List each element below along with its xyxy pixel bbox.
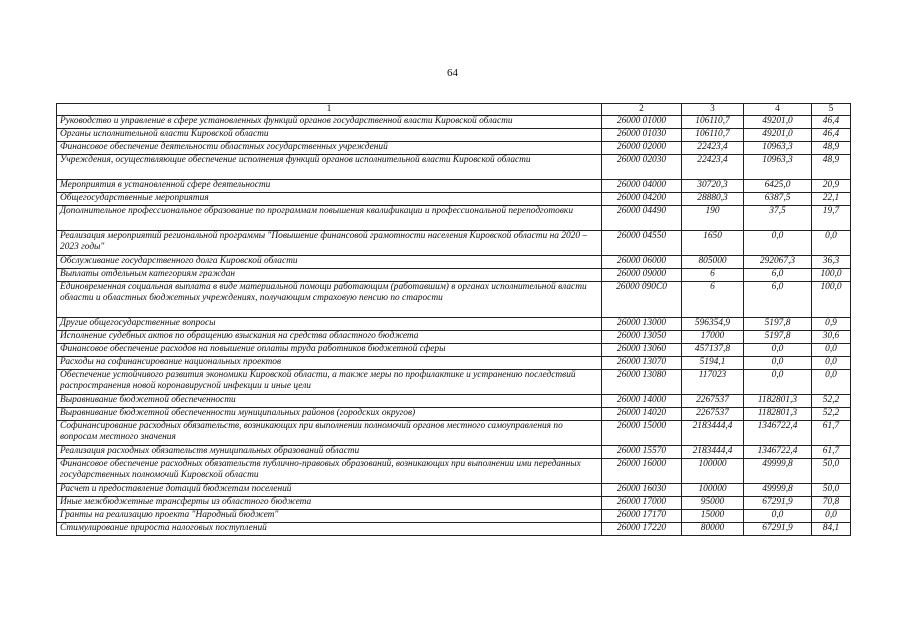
table-row	[57, 282, 851, 318]
row-code: 26000 16000	[602, 459, 682, 484]
row-value-3: 17000	[682, 331, 744, 344]
row-name: Софинансирование расходных обязательств, возникающих при выполнении полномочий органов местного самоуправления по вопросам местного значения	[57, 421, 602, 446]
row-code: 26000 02000	[602, 142, 682, 155]
row-value-5: 0,9	[812, 318, 851, 331]
row-value-4: 49999,8	[744, 484, 812, 497]
row-code: 26000 14000	[602, 395, 682, 408]
row-code: 26000 13000	[602, 318, 682, 331]
row-value-4: 0,0	[744, 344, 812, 357]
row-value-5: 52,2	[812, 408, 851, 421]
row-value-5: 46,4	[812, 116, 851, 129]
row-value-3: 6	[682, 269, 744, 282]
row-value-5: 48,9	[812, 155, 851, 180]
row-value-3: 2267537	[682, 395, 744, 408]
row-name: Расходы на софинансирование национальных проектов	[57, 357, 602, 370]
table-row	[57, 357, 851, 370]
row-name: Другие общегосударственные вопросы	[57, 318, 602, 331]
row-name: Финансовое обеспечение расходных обязательств публично-правовых образований, возникающих при выполнении ими переданных государственных полномочий Кировской области	[57, 459, 602, 484]
row-value-5: 0,0	[812, 231, 851, 256]
table-row	[57, 129, 851, 142]
row-value-4: 0,0	[744, 510, 812, 523]
row-name: Учреждения, осуществляющие обеспечение исполнения функций органов исполнительной власти Кировской области	[57, 155, 602, 180]
row-value-5: 30,6	[812, 331, 851, 344]
row-value-4: 1346722,4	[744, 446, 812, 459]
row-code: 26000 13050	[602, 331, 682, 344]
table-row	[57, 331, 851, 344]
row-code: 26000 15570	[602, 446, 682, 459]
row-name: Мероприятия в установленной сфере деятельности	[57, 180, 602, 193]
row-value-5: 0,0	[812, 510, 851, 523]
table-row	[57, 497, 851, 510]
row-code: 26000 13060	[602, 344, 682, 357]
row-name: Исполнение судебных актов по обращению взыскания на средства областного бюджета	[57, 331, 602, 344]
row-value-3: 2183444,4	[682, 421, 744, 446]
row-code: 26000 09000	[602, 269, 682, 282]
row-value-4: 1182801,3	[744, 395, 812, 408]
row-value-4: 6387,5	[744, 193, 812, 206]
row-value-4: 5197,8	[744, 331, 812, 344]
row-value-5: 22,1	[812, 193, 851, 206]
row-value-5: 50,0	[812, 484, 851, 497]
row-value-4: 49999,8	[744, 459, 812, 484]
row-value-5: 46,4	[812, 129, 851, 142]
row-value-3: 1650	[682, 231, 744, 256]
header-col-2: 2	[602, 104, 682, 116]
row-value-5: 70,8	[812, 497, 851, 510]
row-code: 26000 02030	[602, 155, 682, 180]
row-value-3: 805000	[682, 256, 744, 269]
table-row	[57, 484, 851, 497]
row-value-4: 0,0	[744, 357, 812, 370]
row-value-4: 10963,3	[744, 142, 812, 155]
row-value-3: 28880,3	[682, 193, 744, 206]
row-value-3: 106110,7	[682, 116, 744, 129]
row-value-3: 22423,4	[682, 155, 744, 180]
row-name: Дополнительное профессиональное образование по программам повышения квалификации и профессиональной переподготовки	[57, 206, 602, 231]
row-code: 26000 15000	[602, 421, 682, 446]
row-value-3: 596354,9	[682, 318, 744, 331]
row-value-4: 67291,9	[744, 497, 812, 510]
row-code: 26000 17220	[602, 523, 682, 536]
row-value-4: 37,5	[744, 206, 812, 231]
row-code: 26000 01000	[602, 116, 682, 129]
row-code: 26000 06000	[602, 256, 682, 269]
row-value-4: 5197,8	[744, 318, 812, 331]
row-value-5: 50,0	[812, 459, 851, 484]
row-value-4: 6425,0	[744, 180, 812, 193]
header-col-4: 4	[744, 104, 812, 116]
table-header-row	[57, 104, 851, 116]
row-code: 26000 04200	[602, 193, 682, 206]
row-value-3: 22423,4	[682, 142, 744, 155]
table-row	[57, 180, 851, 193]
table-row	[57, 523, 851, 536]
row-value-4: 6,0	[744, 269, 812, 282]
row-value-4: 49201,0	[744, 129, 812, 142]
row-value-5: 36,3	[812, 256, 851, 269]
row-code: 26000 14020	[602, 408, 682, 421]
row-code: 26000 13070	[602, 357, 682, 370]
row-value-3: 2183444,4	[682, 446, 744, 459]
row-code: 26000 04550	[602, 231, 682, 256]
table-row	[57, 193, 851, 206]
row-name: Обеспечение устойчивого развития экономики Кировской области, а также меры по профилактике и устранению последствий распространения новой коронавирусной инфекции и иные цели	[57, 370, 602, 395]
row-name: Расчет и предоставление дотаций бюджетам поселений	[57, 484, 602, 497]
row-value-4: 0,0	[744, 231, 812, 256]
row-value-5: 19,7	[812, 206, 851, 231]
budget-table-body	[57, 104, 851, 536]
row-value-5: 0,0	[812, 370, 851, 395]
row-value-3: 100000	[682, 459, 744, 484]
row-code: 26000 090С0	[602, 282, 682, 318]
row-value-3: 30720,3	[682, 180, 744, 193]
table-row	[57, 408, 851, 421]
row-value-4: 49201,0	[744, 116, 812, 129]
row-code: 26000 16030	[602, 484, 682, 497]
table-row	[57, 318, 851, 331]
row-code: 26000 01030	[602, 129, 682, 142]
header-col-5: 5	[812, 104, 851, 116]
row-value-4: 67291,9	[744, 523, 812, 536]
row-name: Органы исполнительной власти Кировской области	[57, 129, 602, 142]
row-name: Стимулирование прироста налоговых поступлений	[57, 523, 602, 536]
row-name: Иные межбюджетные трансферты из областного бюджета	[57, 497, 602, 510]
row-code: 26000 17000	[602, 497, 682, 510]
row-value-4: 6,0	[744, 282, 812, 318]
row-value-4: 1346722,4	[744, 421, 812, 446]
row-value-3: 190	[682, 206, 744, 231]
row-code: 26000 04000	[602, 180, 682, 193]
row-value-3: 106110,7	[682, 129, 744, 142]
row-name: Финансовое обеспечение деятельности областных государственных учреждений	[57, 142, 602, 155]
row-code: 26000 13080	[602, 370, 682, 395]
table-row	[57, 459, 851, 484]
row-value-5: 48,9	[812, 142, 851, 155]
page-number: 64	[447, 67, 458, 79]
row-value-3: 95000	[682, 497, 744, 510]
row-value-5: 100,0	[812, 269, 851, 282]
row-value-5: 100,0	[812, 282, 851, 318]
row-value-5: 20,9	[812, 180, 851, 193]
row-name: Гранты на реализацию проекта "Народный бюджет"	[57, 510, 602, 523]
row-value-5: 61,7	[812, 421, 851, 446]
row-value-3: 5194,1	[682, 357, 744, 370]
table-row	[57, 370, 851, 395]
row-value-3: 80000	[682, 523, 744, 536]
row-code: 26000 04490	[602, 206, 682, 231]
row-name: Общегосударственные мероприятия	[57, 193, 602, 206]
row-value-4: 1182801,3	[744, 408, 812, 421]
row-value-4: 292067,3	[744, 256, 812, 269]
row-value-3: 117023	[682, 370, 744, 395]
table-row	[57, 206, 851, 231]
row-value-3: 100000	[682, 484, 744, 497]
row-name: Финансовое обеспечение расходов на повышение оплаты труда работников бюджетной сферы	[57, 344, 602, 357]
table-row	[57, 446, 851, 459]
table-row	[57, 395, 851, 408]
header-col-3: 3	[682, 104, 744, 116]
row-name: Выравнивание бюджетной обеспеченности муниципальных районов (городских округов)	[57, 408, 602, 421]
row-value-5: 52,2	[812, 395, 851, 408]
row-code: 26000 17170	[602, 510, 682, 523]
row-value-5: 84,1	[812, 523, 851, 536]
table-row	[57, 344, 851, 357]
row-name: Обслуживание государственного долга Кировской области	[57, 256, 602, 269]
row-name: Единовременная социальная выплата в виде материальной помощи работающим (работавшим) в органах исполнительной власти области и областных бюджетных учреждениях, получающим страховую пенсию по старости	[57, 282, 602, 318]
table-row	[57, 256, 851, 269]
row-value-4: 0,0	[744, 370, 812, 395]
row-name: Реализация расходных обязательств муниципальных образований области	[57, 446, 602, 459]
table-row	[57, 421, 851, 446]
row-value-3: 2267537	[682, 408, 744, 421]
row-value-5: 0,0	[812, 344, 851, 357]
row-name: Выплаты отдельным категориям граждан	[57, 269, 602, 282]
budget-table	[56, 103, 851, 536]
row-value-3: 6	[682, 282, 744, 318]
table-row	[57, 142, 851, 155]
row-name: Выравнивание бюджетной обеспеченности	[57, 395, 602, 408]
table-row	[57, 231, 851, 256]
row-value-3: 15000	[682, 510, 744, 523]
row-value-3: 457137,8	[682, 344, 744, 357]
row-value-4: 10963,3	[744, 155, 812, 180]
table-row	[57, 155, 851, 180]
row-value-5: 61,7	[812, 446, 851, 459]
row-value-5: 0,0	[812, 357, 851, 370]
table-row	[57, 510, 851, 523]
header-col-1: 1	[57, 104, 602, 116]
row-name: Реализация мероприятий региональной программы "Повышение финансовой грамотности населения Кировской области на 2020 – 2023 годы"	[57, 231, 602, 256]
table-row	[57, 116, 851, 129]
row-name: Руководство и управление в сфере установленных функций органов государственной власти Кировской области	[57, 116, 602, 129]
table-row	[57, 269, 851, 282]
